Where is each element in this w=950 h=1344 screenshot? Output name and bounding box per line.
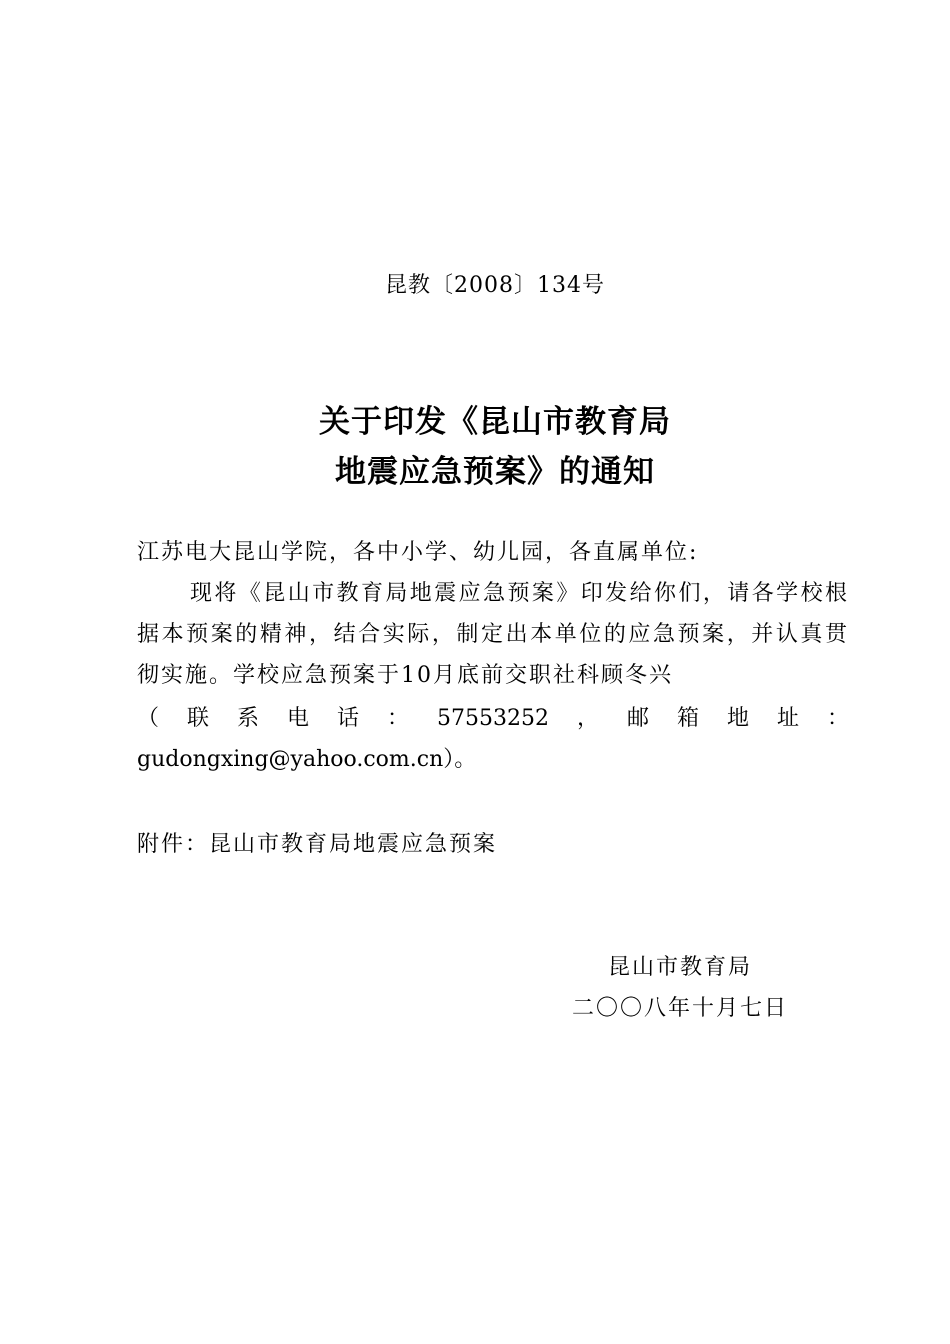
contact-part: 话 (337, 706, 360, 731)
contact-part: 址 (776, 706, 799, 731)
title-line-2: 地震应急预案》的通知 (335, 454, 655, 490)
contact-part: 联 (187, 706, 210, 731)
contact-part: ， (576, 706, 599, 731)
attachment-line: 附件：昆山市教育局地震应急预案 (137, 832, 498, 857)
salutation: 江苏电大昆山学院，各中小学、幼儿园，各直属单位: (137, 540, 699, 565)
phone-number: 57553252 (437, 706, 549, 731)
title-line-1: 关于印发《昆山市教育局 (319, 404, 671, 440)
contact-part: 地 (726, 706, 749, 731)
document-number: 昆教〔2008〕134号 (385, 273, 605, 298)
contact-part: （ (137, 706, 160, 731)
contact-part: ： (387, 706, 410, 731)
contact-part: 邮 (626, 706, 649, 731)
contact-part: ： (826, 706, 849, 731)
main-paragraph: 现将《昆山市教育局地震应急预案》印发给你们，请各学校根据本预案的精神，结合实际，制定出本单位的应急预案，并认真贯彻实施。学校应急预案于10月底前交职社科顾冬兴 (137, 581, 849, 688)
contact-part: 系 (237, 706, 260, 731)
signature-date: 二〇〇八年十月七日 (571, 996, 788, 1021)
signature-organization: 昆山市教育局 (607, 955, 752, 980)
contact-part: 电 (287, 706, 310, 731)
email-address: gudongxing@yahoo.com.cn）。 (137, 747, 477, 772)
contact-part: 箱 (676, 706, 699, 731)
contact-line (137, 698, 849, 739)
